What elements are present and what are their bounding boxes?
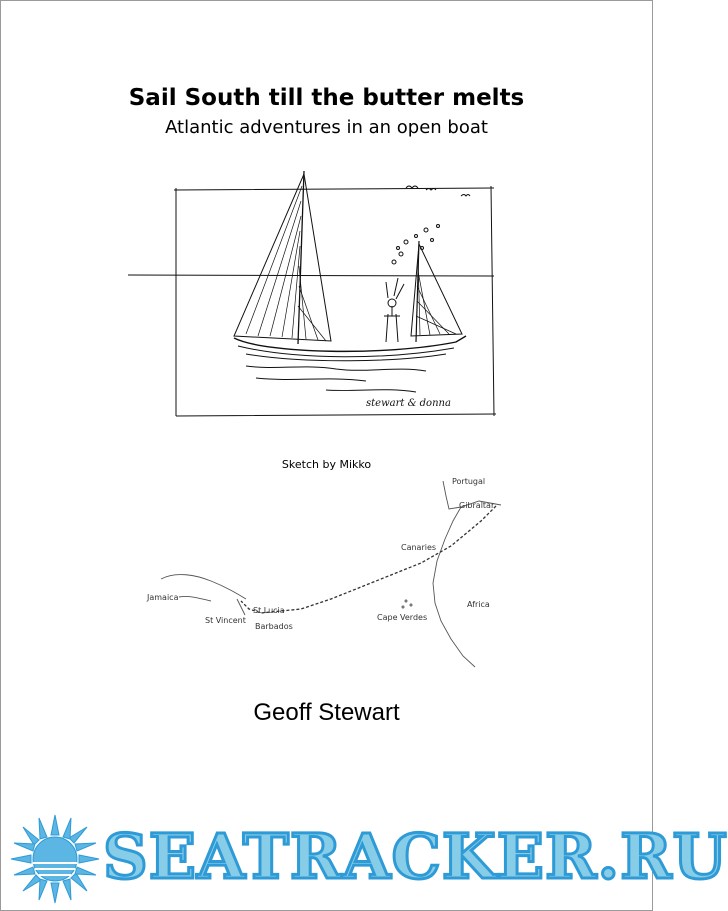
sketch-signature: stewart & donna [366,398,451,409]
book-subtitle: Atlantic adventures in an open boat [165,117,488,138]
map-label-africa: Africa [467,600,490,609]
map-label-jamaica: Jamaica [147,593,179,602]
map-label-barbados: Barbados [255,622,293,631]
map-label-cape-verdes: Cape Verdes [377,613,428,622]
book-title: Sail South till the butter melts [128,85,525,111]
map-label-portugal: Portugal [452,477,486,486]
sun-logo-icon [9,813,101,905]
map-label-gibraltar: Gibraltar [459,501,495,510]
sailboat-sketch [126,166,496,421]
watermark-text: SEATRACKER.RU [103,820,728,893]
map-label-st-vincent: St Vincent [205,616,246,625]
map-label-st-lucia: St Lucia [253,606,285,615]
book-author: Geoff Stewart [253,699,400,726]
sketch-caption: Sketch by Mikko [281,458,372,471]
route-map [141,471,531,671]
map-label-canaries: Canaries [401,543,437,552]
